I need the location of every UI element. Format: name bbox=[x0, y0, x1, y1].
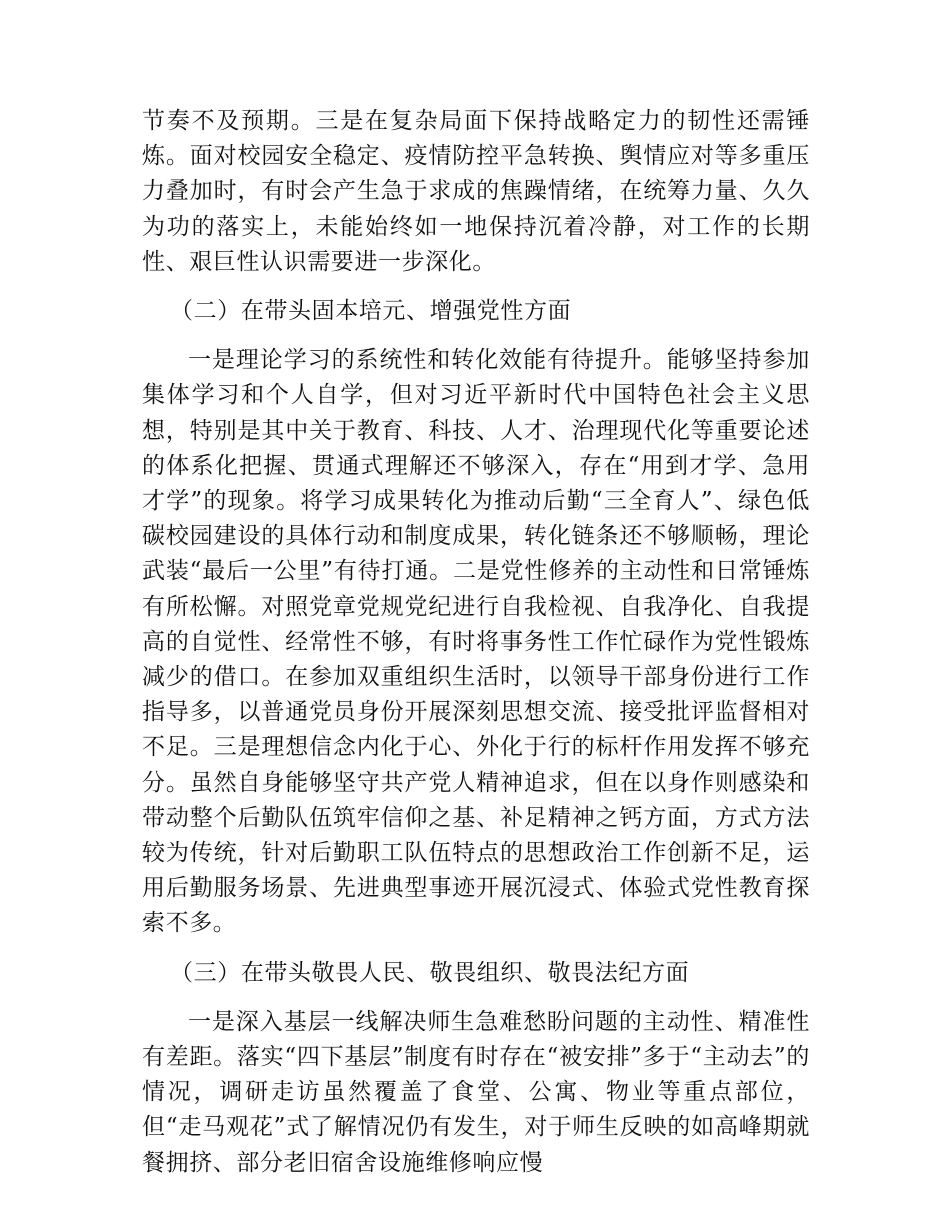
section-heading-3: （三）在带头敬畏人民、敬畏组织、敬畏法纪方面 bbox=[170, 959, 690, 986]
document-page bbox=[142, 104, 810, 1181]
paragraph-continuation: 节奏不及预期。三是在复杂局面下保持战略定力的韧性还需锤炼。面对校园安全稳定、疫情防控平急转换、舆情应对等多重压力叠加时，有时会产生急于求成的焦躁情绪，在统筹力量、久久为功的落实上，未能始终如一地保持沉着冷静，对工作的长期性、艰巨性认识需要进一步深化。 bbox=[142, 108, 810, 275]
paragraph-section-3: 一是深入基层一线解决师生急难愁盼问题的主动性、精准性有差距。落实“四下基层”制度有时存在“被安排”多于“主动去”的情况，调研走访虽然覆盖了食堂、公寓、物业等重点部位，但“走马观花”式了解情况仍有发生，对于师生反映的如高峰期就餐拥挤、部分老旧宿舍设施维修响应慢 bbox=[142, 1008, 810, 1176]
section-heading-2: （二）在带头固本培元、增强党性方面 bbox=[170, 298, 572, 325]
paragraph-section-2: 一是理论学习的系统性和转化效能有待提升。能够坚持参加集体学习和个人自学，但对习近平新时代中国特色社会主义思想，特别是其中关于教育、科技、人才、治理现代化等重要论述的体系化把握、贯通式理解还不够深入，存在“用到才学、急用才学”的现象。将学习成果转化为推动后勤“三全育人”、绿色低碳校园建设的具体行动和制度成果，转化链条还不够顺畅，理论武装“最后一公里”有待打通。二是党性修养的主动性和日常锤炼有所松懈。对照党章党规党纪进行自我检视、自我净化、自我提高的自觉性、经常性不够，有时将事务性工作忙碌作为党性锻炼减少的借口。在参加双重组织生活时，以领导干部身份进行工作指导多，以普通党员身份开展深刻思想交流、接受批评监督相对不足。三是理想信念内化于心、外化于行的标杆作用发挥不够充分。虽然自身能够坚守共产党人精神追求，但在以身作则感染和带动整个后勤队伍筑牢信仰之基、补足精神之钙方面，方式方法较为传统，针对后勤职工队伍特点的思想政治工作创新不足，运用后勤服务场景、先进典型事迹开展沉浸式、体验式党性教育探索不多。 bbox=[142, 347, 810, 937]
